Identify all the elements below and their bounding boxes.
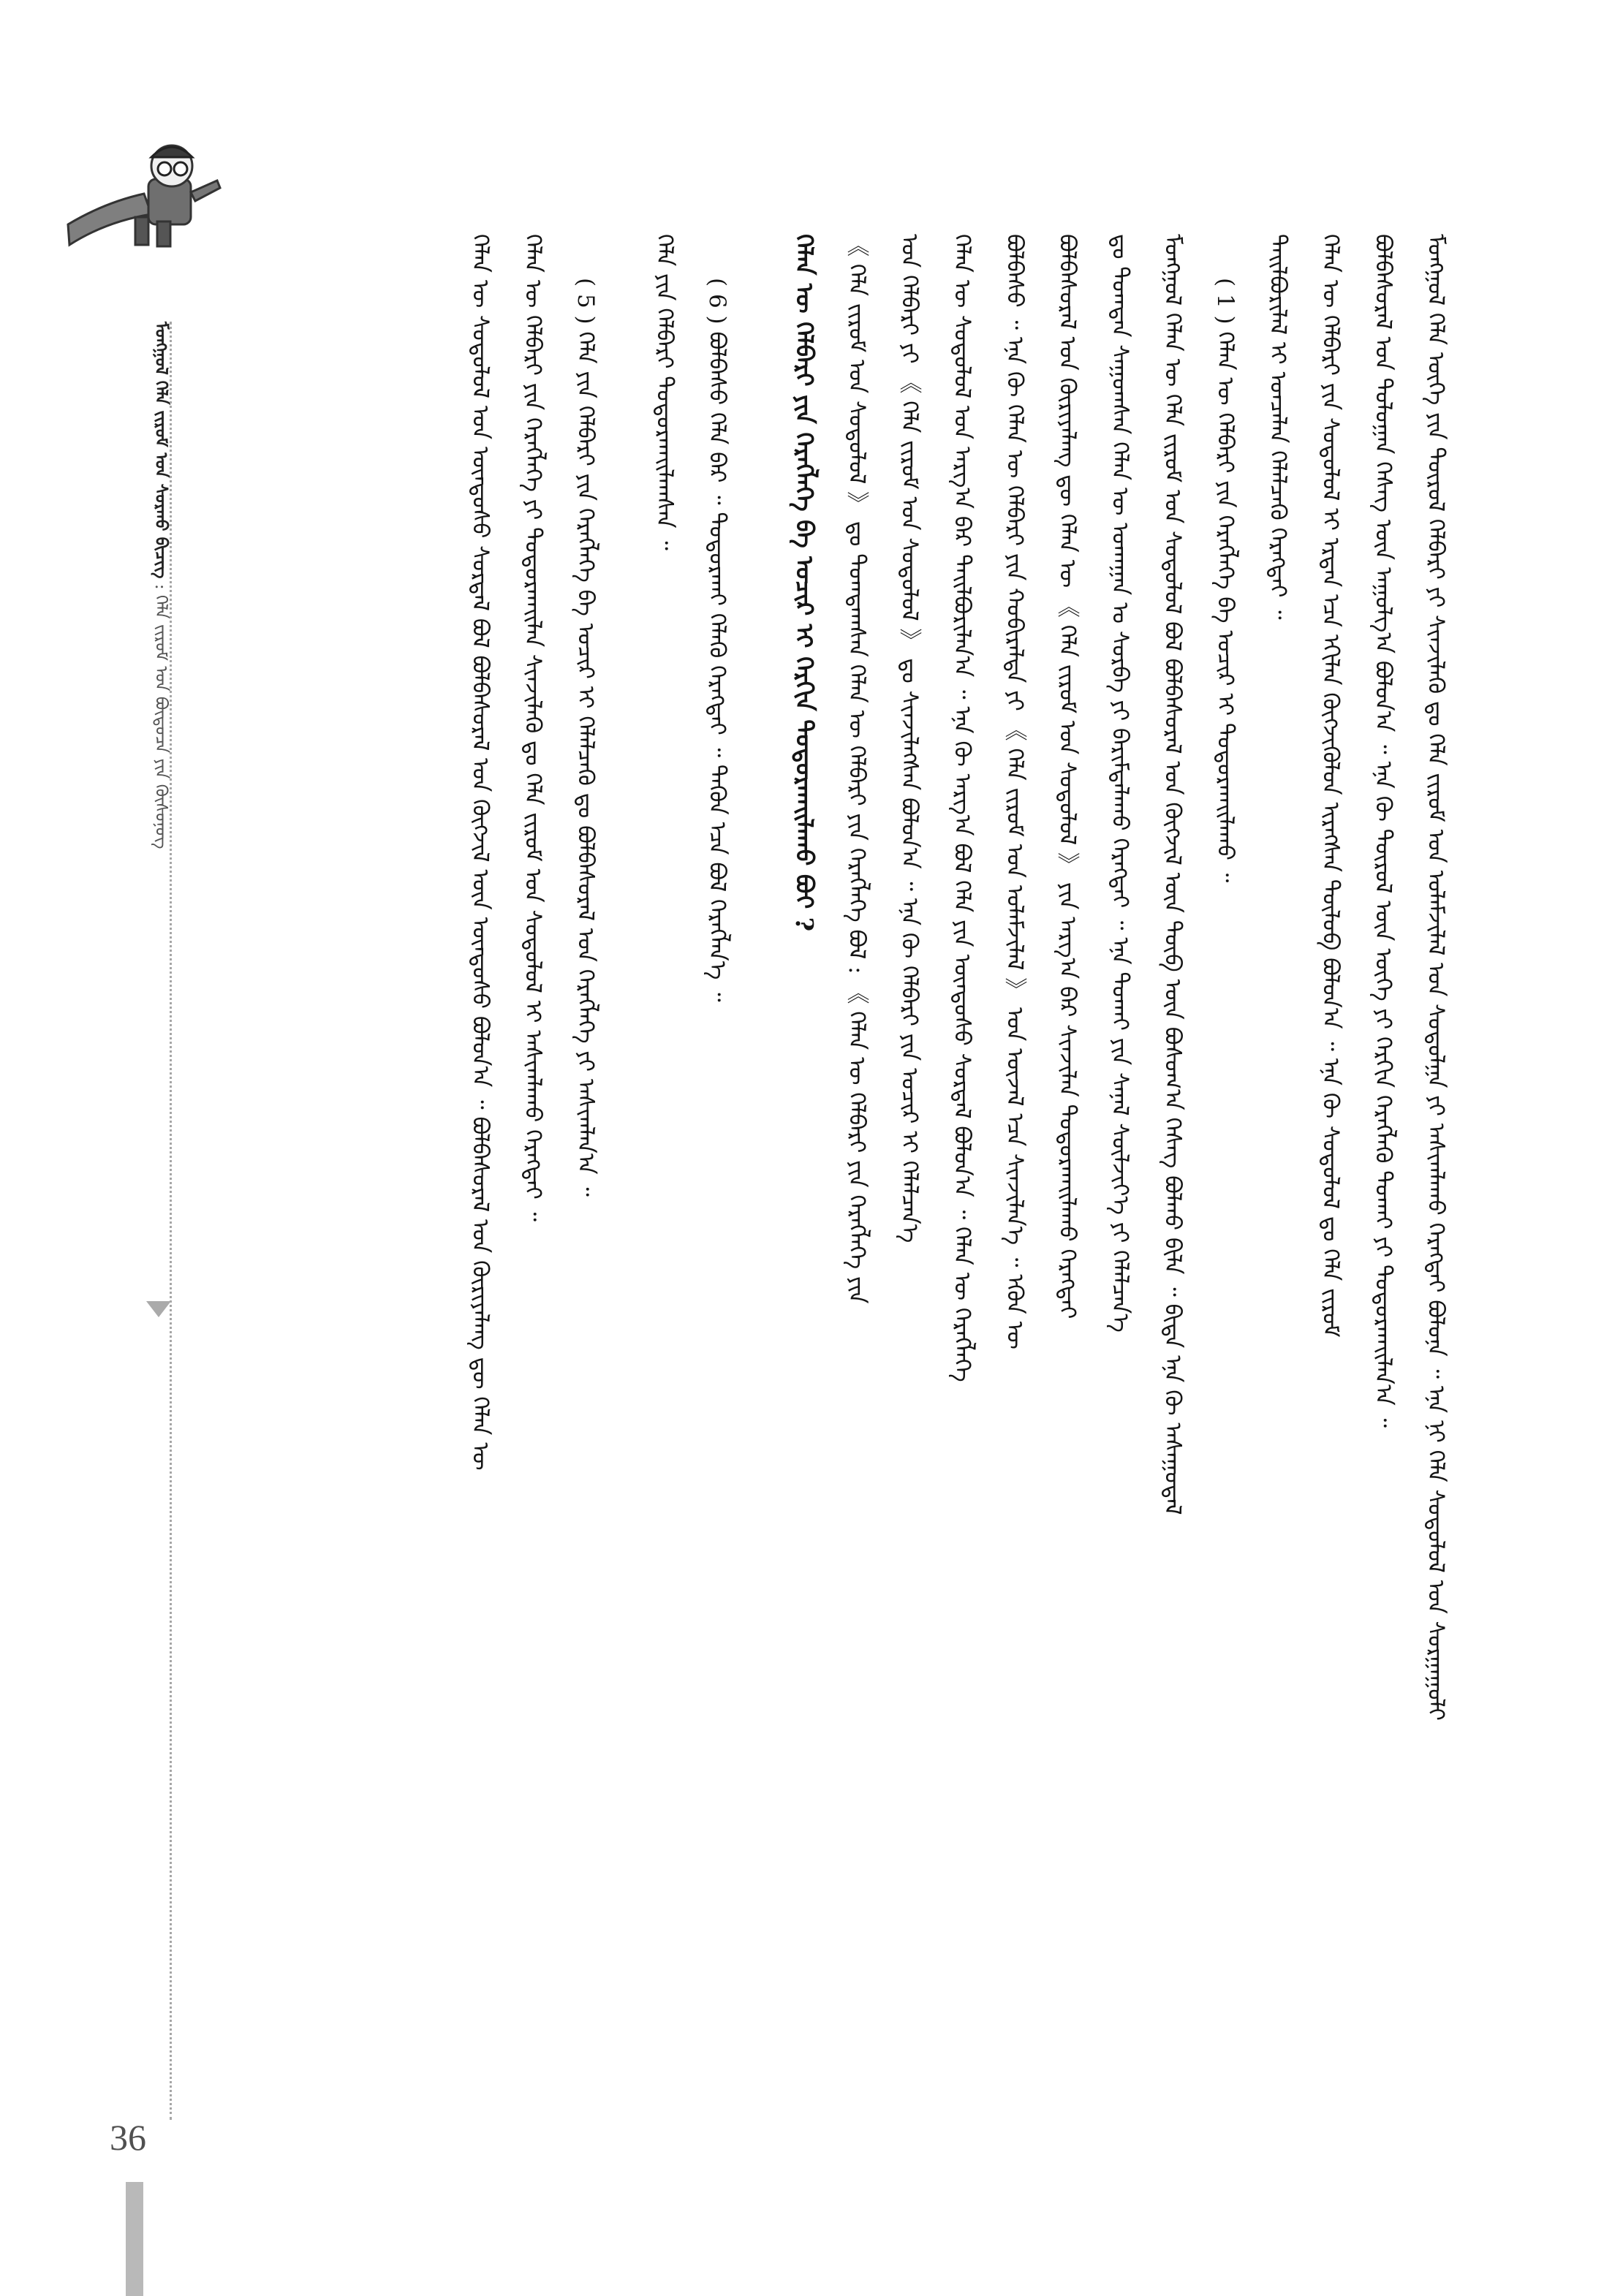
numbered-item: ( 1 ) ᠬᠡᠯᠡᠨ ᠦ ᠬᠡᠯᠪᠡᠷᠢ ᠶᠢᠨ ᠬᠡᠷᠡᠭᠯᠡᠭᠡ ᠪᠠ ᠤᠴᠢᠷ ᠢ ᠲᠣᠳᠣᠷᠬᠠᠢᠯᠠᠬᠤ ᠃ (1212, 278, 1238, 883)
flying-boy-mascot-icon (62, 135, 230, 259)
text-column: ᠪᠣᠯᠪᠠᠰᠤ ᠃ ᠡᠨᠡ ᠬᠦ ᠬᠡᠯᠡᠨ ᠦ ᠬᠡᠯᠪᠡᠷᠢ ᠶᠢᠨ ᠬᠤᠪᠢᠷᠠᠯᠲᠠ ᠶᠢ 《 ᠬᠡᠯᠡ ᠵᠢᠷᠤᠮ ᠤᠨ ᠤᠯᠠᠮᠵᠢᠯᠠᠯ 》 ᠤᠨ ᠦᠵᠡᠯ ᠡᠴᠡ ᠰᠢᠨᠵᠢᠯᠡᠨ᠎ᠡ ᠃ ᠡᠭᠦᠨ ᠦ (1002, 234, 1028, 1349)
triangle-marker-icon (146, 1301, 171, 1317)
text-column: ᠬᠡᠯᠡᠨ ᠦ ᠬᠡᠯᠪᠡᠷᠢ ᠶᠢᠨ ᠬᠡᠷᠡᠭᠯᠡᠭᠡ ᠶᠢ ᠲᠣᠳᠣᠷᠬᠠᠢᠯᠠᠨ ᠰᠢᠨᠵᠢᠯᠡᠬᠦ ᠳᠤ ᠬᠡᠯᠡ ᠵᠢᠷᠤᠮ ᠤᠨ ᠰᠤᠳᠤᠯᠤᠯ ᠢ ᠠᠰᠢᠭᠯᠠᠬᠤ ᠬᠡᠷᠡᠭᠲᠡᠢ ᠃ (520, 234, 546, 1222)
text-column: ᠪᠣᠯᠪᠠᠰᠤᠷᠠᠯ ᠤᠨ ᠬᠦᠷᠢᠶᠡᠯᠡᠩ ᠳᠦ ᠬᠡᠯᠡᠨ ᠦ 《 ᠬᠡᠯᠡ ᠵᠢᠷᠤᠮ ᠤᠨ ᠰᠤᠳᠤᠯᠤᠯ 》 ᠶᠢᠨ ᠠᠷᠭ᠎ᠠ ᠪᠠᠷ ᠰᠢᠨᠵᠢᠯᠡᠨ ᠲᠣᠳᠣᠷᠬᠠᠢᠯᠠᠬᠤ ᠬᠡᠷᠡᠭᠲᠡᠢ (1054, 234, 1081, 1319)
question-heading: ᠬᠡᠯᠡᠨ ᠦ ᠬᠡᠯᠪᠡᠷᠢ ᠶᠢᠨ ᠬᠡᠷᠡᠭᠯᠡᠭᠡ ᠪᠠ ᠤᠴᠢᠷ ᠢ ᠬᠡᠷᠬᠢᠨ ᠲᠣᠳᠣᠷᠬᠠᠢᠯᠠᠬᠤ ᠪᠣᠢ ? (790, 234, 819, 932)
text-column: ᠳᠤ ᠲᠣᠭᠲᠠᠨ ᠰᠠᠭᠤᠭᠰᠠᠨ ᠬᠡᠯᠡᠨ ᠦ ᠤᠬᠠᠭᠠᠨ ᠤ ᠰᠣᠷᠪᠠ ᠶᠢ ᠪᠠᠷᠢᠮᠲᠠᠯᠠᠬᠤ ᠬᠡᠷᠡᠭᠲᠡᠢ ᠃ ᠡᠨᠡ ᠲᠤᠬᠠᠢ ᠶᠢᠨ ᠰᠠᠨᠠᠯ ᠰᠦᠯᠵᠢᠶ᠎ᠡ ᠶᠢ ᠬᠡᠯᠡᠯᠴᠡᠨ᠎ᠡ (1107, 234, 1133, 1333)
text-column: ᠬᠡᠯᠡᠨ ᠦ ᠰᠤᠳᠤᠯᠤᠯ ᠤᠨ ᠦᠨᠳᠦᠰᠦ ᠰᠤᠷᠲᠠᠯ ᠪᠣᠯ ᠪᠣᠯᠪᠠᠰᠤᠷᠠᠯ ᠤᠨ ᠬᠥᠭᠵᠢᠯ ᠦᠨ ᠦᠨᠳᠦᠰᠦ ᠪᠣᠯᠤᠨ᠎ᠠ ᠃ ᠪᠣᠯᠪᠠᠰᠤᠷᠠᠯ ᠤᠨ ᠬᠦᠷᠢᠶᠡᠯᠡᠩ ᠳᠦ ᠬᠡᠯᠡᠨ ᠦ (467, 234, 493, 1471)
text-column: ᠤᠨ ᠬᠡᠯᠪᠡᠷᠢ ᠶᠢ 《 ᠬᠡᠯᠡ ᠵᠢᠷᠤᠮ ᠤᠨ ᠰᠤᠳᠤᠯᠤᠯ 》 ᠳᠤ ᠰᠢᠨᠵᠢᠯᠡᠭᠰᠡᠨ ᠪᠣᠯᠤᠨ᠎ᠠ ᠃ ᠡᠨᠡ ᠬᠦ ᠬᠡᠯᠪᠡᠷᠢ ᠶᠢᠨ ᠤᠴᠢᠷ ᠢ ᠬᠡᠯᠡᠯᠴᠡᠨ᠎ᠡ (896, 234, 923, 1243)
running-head-title: ᠮᠣᠩᠭᠣᠯ ᠬᠡᠯᠡ ᠵᠢᠷᠤᠮ ᠤᠨ ᠰᠤᠷᠬᠤ ᠪᠢᠴᠢᠭ (151, 322, 171, 579)
numbered-item: ( 6 ) ᠪᠣᠯᠪᠠᠰᠤ ᠬᠡᠯᠡ ᠪᠠᠷ ᠃ ᠲᠣᠳᠣᠷᠬᠠᠢ ᠬᠡᠯᠡᠬᠦ ᠬᠡᠷᠡᠭᠲᠡᠢ ᠃ ᠲᠡᠭᠦᠨ ᠡᠴᠡ ᠪᠣᠯ ᠬᠡᠷᠡᠭᠯᠡᠨ᠎ᠡ ᠃ (704, 278, 730, 1002)
running-head-subtitle: ᠬᠡᠯᠡ ᠵᠢᠷᠤᠮ ᠤᠨ ᠪᠦᠲᠦᠴᠡ ᠶᠢᠨ ᠬᠦᠰᠦᠨᠦᠭ (151, 594, 170, 849)
text-column: ᠮᠣᠩᠭᠣᠯ ᠬᠡᠯᠡ ᠦᠭᠡ ᠶᠢᠨ ᠲᠥᠷᠥᠯ ᠬᠡᠯᠪᠡᠷᠢ ᠶᠢ ᠰᠢᠨᠵᠢᠯᠡᠬᠦ ᠳᠤ ᠬᠡᠯᠡ ᠵᠢᠷᠤᠮ ᠤᠨ ᠤᠯᠠᠮᠵᠢᠯᠠᠯ ᠤᠨ ᠰᠤᠳᠤᠯᠭᠠ ᠶᠢ ᠠᠰᠢᠭᠯᠠᠬᠤ ᠬᠡᠷᠡᠭᠲᠡᠢ ᠪᠣᠯᠤᠨᠠ ᠃ ᠡᠨᠡ ᠨᠢ ᠬᠡᠯᠡ ᠰᠤᠳᠤᠯᠤᠯ ᠤᠨ ᠰᠤᠷᠭᠠᠭᠤᠯᠢ (1423, 234, 1449, 1721)
page-number: 36 (110, 2117, 146, 2158)
running-head-divider (170, 322, 172, 2120)
text-column: 《 ᠬᠡᠯᠡ ᠵᠢᠷᠤᠮ ᠤᠨ ᠰᠤᠳᠤᠯᠤᠯ 》 ᠳᠤ ᠲᠣᠭᠲᠠᠭᠰᠠᠨ ᠬᠡᠯᠡᠨ ᠦ ᠬᠡᠯᠪᠡᠷᠢ ᠶᠢᠨ ᠬᠡᠷᠡᠭᠯᠡᠭᠡ ᠪᠣᠯ : 《 ᠬᠡᠯᠡᠨ ᠦ ᠬᠡᠯᠪᠡᠷᠢ ᠶᠢᠨ ᠬᠡᠷᠡᠭᠯᠡᠭᠡ ᠶᠢᠨ (844, 234, 870, 1304)
numbered-item: ( 5 ) ᠬᠡᠯᠡ ᠶᠢᠨ ᠬᠡᠯᠪᠡᠷᠢ ᠶᠢᠨ ᠬᠡᠷᠡᠭᠯᠡᠭᠡ ᠪᠠ ᠤᠴᠢᠷ ᠢ ᠬᠡᠯᠡᠯᠴᠡᠬᠦ ᠳᠤ ᠪᠣᠯᠪᠠᠰᠤᠷᠠᠯ ᠤᠨ ᠬᠡᠷᠡᠭᠯᠡᠭᠡ ᠶᠢ ᠠᠰᠢᠭᠯᠠᠨ᠎ᠠ ᠃ (572, 278, 599, 1197)
text-column: ᠬᠡᠯᠡᠨ ᠦ ᠰᠤᠳᠤᠯᠤᠯ ᠤᠨ ᠠᠷᠭ᠎ᠠ ᠪᠠᠷ ᠲᠠᠢᠯᠪᠤᠷᠢᠯᠠᠨ᠎ᠠ ᠃ ᠡᠨᠡ ᠬᠦ ᠠᠷᠭ᠎ᠠ ᠪᠣᠯ ᠬᠡᠯᠡ ᠶᠢᠨ ᠦᠨᠳᠦᠰᠦ ᠰᠤᠷᠲᠠᠯ ᠪᠣᠯᠤᠨ᠎ᠠ ᠃ ᠬᠡᠯᠡᠨ ᠦ ᠬᠡᠷᠡᠭᠯᠡᠭᠡ (949, 234, 975, 1382)
text-column: ᠬᠡᠯᠡᠨ ᠦ ᠬᠡᠯᠪᠡᠷᠢ ᠶᠢᠨ ᠰᠤᠳᠤᠯᠤᠯ ᠢ ᠡᠷᠲᠡᠨ ᠡᠴᠡ ᠡᠬᠢᠯᠡᠨ ᠬᠦᠭᠵᠢᠭᠦᠯᠦᠨ ᠢᠷᠡᠭᠰᠡᠨ ᠲᠥᠯᠥᠪ ᠪᠣᠯᠤᠨ᠎ᠠ ᠃ ᠡᠨᠡ ᠬᠦ ᠰᠤᠳᠤᠯᠤᠯ ᠳᠤ ᠬᠡᠯᠡ ᠵᠢᠷᠤᠮ (1317, 234, 1344, 1338)
mongolian-text-body (216, 234, 1462, 1842)
text-column: ᠮᠣᠩᠭᠣᠯ ᠬᠡᠯᠡᠨ ᠦ ᠬᠡᠯᠡ ᠵᠢᠷᠤᠮ ᠤᠨ ᠰᠤᠳᠤᠯᠤᠯ ᠪᠣᠯ ᠪᠣᠯᠪᠠᠰᠤᠷᠠᠯ ᠤᠨ ᠬᠥᠭᠵᠢᠯ ᠦᠨ ᠲᠦᠪ ᠦᠨ ᠪᠣᠰᠤᠭ᠎ᠠ ᠬᠡᠰᠡᠭ ᠪᠣᠯᠬᠤ ᠪᠢᠯᠡ ᠃ ᠪᠢᠳᠡ ᠡᠨᠡ ᠬᠦ ᠠᠰᠠᠭᠤᠳᠠᠯ (1159, 234, 1186, 1515)
running-head-separator: : (151, 583, 170, 595)
page-side-bar (126, 2182, 143, 2296)
text-column: ᠬᠡᠯᠡ ᠶᠢᠨ ᠬᠡᠯᠪᠡᠷᠢ ᠲᠣᠳᠣᠷᠬᠠᠢᠯᠠᠭᠰᠠᠨ ᠃ (651, 234, 678, 550)
text-column: ᠪᠣᠯᠪᠠᠰᠤᠷᠠᠯ ᠤᠨ ᠳᠣᠯᠣᠭᠠᠨ ᠬᠡᠰᠡᠭ ᠦᠨ ᠠᠭᠤᠯᠭ᠎ᠠ ᠪᠣᠯᠤᠨ᠎ᠠ ᠃ ᠡᠨᠡ ᠬᠦ ᠲᠥᠷᠥᠯ ᠦᠨ ᠦᠭᠡ ᠶᠢ ᠬᠡᠷᠬᠢᠨ ᠬᠡᠷᠡᠭᠯᠡᠬᠦ ᠲᠤᠬᠠᠢ ᠶᠢ ᠲᠣᠳᠣᠷᠬᠠᠢᠯᠠᠨ᠎ᠠ ᠃ (1370, 234, 1396, 1428)
text-column: ᠲᠠᠢᠯᠪᠤᠷᠢᠯᠠᠯ ᠢ ᠣᠨᠴᠠᠯᠠᠨ ᠬᠡᠯᠡᠯᠴᠡᠬᠦ ᠬᠡᠷᠡᠭᠲᠡᠢ ᠃ (1265, 234, 1291, 620)
